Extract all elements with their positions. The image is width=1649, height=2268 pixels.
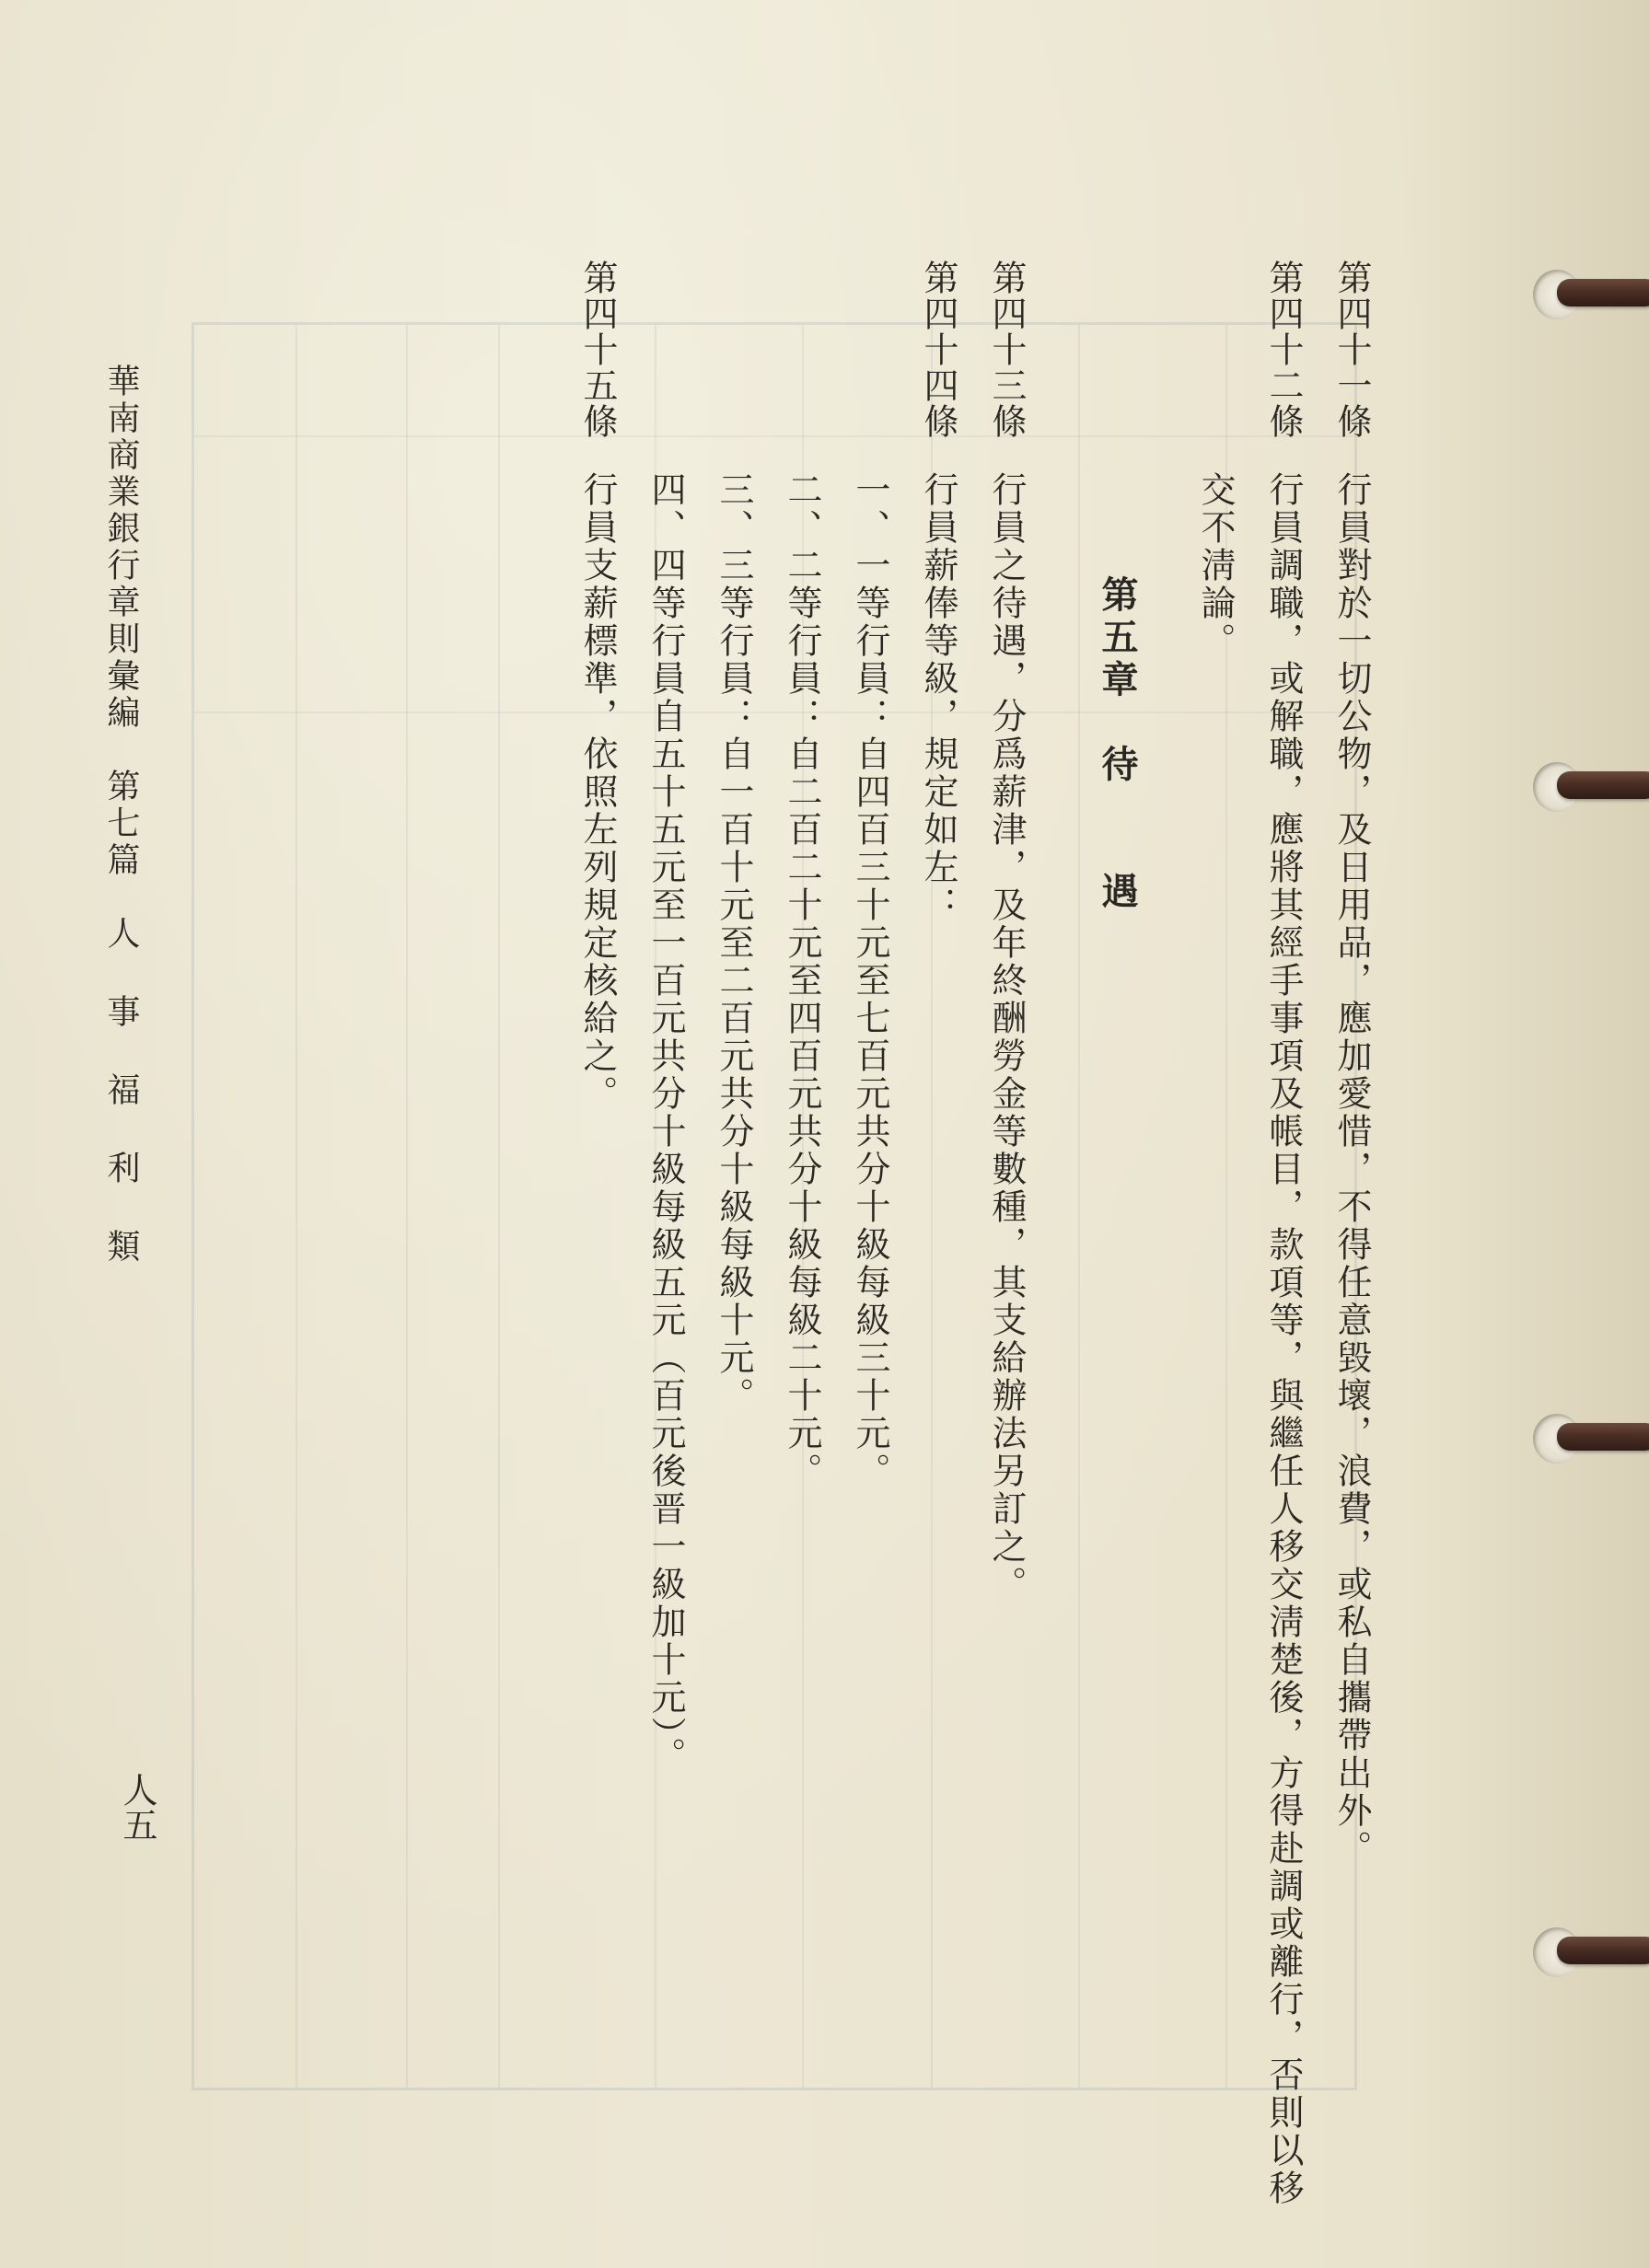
article-43-text: 行員之待遇，分爲薪津，及年終酬勞金等數種，其支給辦法另訂之。 <box>986 471 1027 1603</box>
article-41-text: 行員對於一切公物，及日用品，應加愛惜，不得任意毀壞，浪費，或私自攜帶出外。 <box>1331 471 1372 1868</box>
salary-grade-item: 一、一等行員：自四百三十元至七百元共分十級每級三十元。 <box>850 471 890 1490</box>
article-42-text: 行員調職，或解職，應將其經手事項及帳目，款項等，與繼任人移交淸楚後，方得赴調或離行，否則以移 <box>1263 471 1304 2207</box>
article-41-label: 第四十一條 <box>1331 260 1372 439</box>
binding-hole-icon <box>1520 260 1649 329</box>
salary-grade-item: 四、四等行員自五十五元至一百元共分十級每級五元（百元後晋一級加十元）。 <box>645 471 686 1775</box>
article-45-text: 行員支薪標準，依照左列規定核給之。 <box>577 471 618 1113</box>
article-42-continuation: 交不淸論。 <box>1195 471 1236 660</box>
binding-hole-icon <box>1520 1918 1649 1986</box>
article-42-label: 第四十二條 <box>1263 260 1304 439</box>
binding-hole-icon <box>1520 1405 1649 1473</box>
article-44-label: 第四十四條 <box>918 260 958 439</box>
article-44-text: 行員薪俸等級，規定如左： <box>918 471 958 924</box>
binding-hole-icon <box>1520 753 1649 821</box>
chapter-title: 第五章 待 遇 <box>1096 575 1139 914</box>
show-through-table <box>192 322 1357 2090</box>
salary-grade-item: 二、二等行員：自二百二十元至四百元共分十級每級二十元。 <box>782 471 822 1490</box>
page-number: 人五 <box>117 1772 157 1842</box>
running-title: 華南商業銀行章則彙編 第七篇 人 事 福 利 類 <box>102 364 140 1266</box>
article-43-label: 第四十三條 <box>986 260 1027 439</box>
salary-grade-item: 三、三等行員：自一百十元至二百元共分十級每級十元。 <box>714 471 754 1415</box>
article-45-label: 第四十五條 <box>577 260 618 439</box>
